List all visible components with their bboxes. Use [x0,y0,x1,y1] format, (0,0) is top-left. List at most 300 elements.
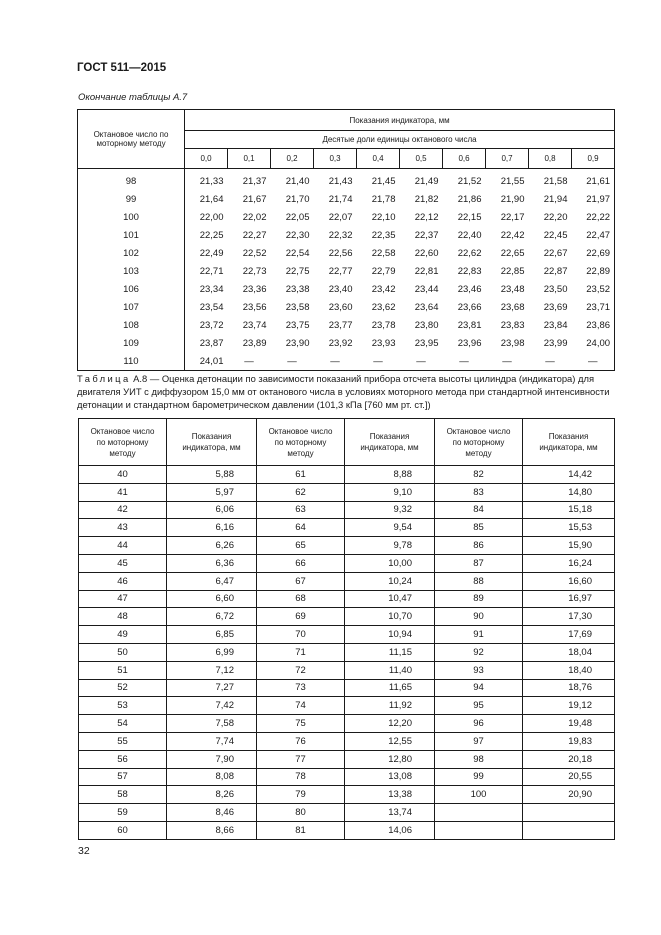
table-a7-row [78,352,615,371]
table-a7-value-cell: 22,07 [328,211,353,223]
table-a7-value-cell: 22,40 [457,229,482,241]
table-a7-column-header: 0,2 [271,149,314,169]
table-a7-value-cell: — [486,352,529,371]
table-a7-octane-cell: 103 [78,262,185,280]
table-a8-octane-cell: 94 [435,679,523,697]
table-a7-value-cell: 21,90 [500,193,525,205]
table-a8-value-cell: 13,74 [345,804,435,822]
table-a7-value-cell: 23,83 [500,319,525,331]
table-a8-value-cell: 11,40 [345,661,435,679]
table-a7-row [78,316,615,334]
table-a8-octane-cell: 53 [79,697,167,715]
table-a8-value-cell: 8,46 [167,804,257,822]
table-a7-value-cell: 22,89 [572,262,615,280]
table-a8-value-cell: 20,18 [523,750,615,768]
table-a8-column-header: Октановое число по моторному методу [435,419,523,466]
table-a7-value-cell: 21,67 [242,193,267,205]
table-a8-row [79,519,615,537]
table-a8-value-cell: 7,58 [167,715,257,733]
table-a8-value-cell: 8,88 [345,466,435,484]
table-a7-value-cell: 22,47 [572,226,615,244]
table-a7-value-cell: 22,05 [285,211,310,223]
table-a8-value-cell: 9,54 [345,519,435,537]
table-a7-value-cell: 23,40 [328,283,353,295]
table-a8-octane-cell: 66 [257,554,345,572]
table-a8-row [79,768,615,786]
table-a7-octane-cell: 107 [78,298,185,316]
table-a7-value-cell: 22,45 [543,229,568,241]
table-a7-value-cell: 23,74 [242,319,267,331]
table-a7-value-cell: 22,49 [185,244,228,262]
table-a8-value-cell: 6,06 [167,501,257,519]
table-a7-value-cell: 22,65 [500,247,525,259]
table-a8-caption-text: А.8 — Оценка детонации по зависимости показаний прибора отсчета высоты цилиндра (индикатора) для двигателя УИТ с диффузором 15,0 мм от октанового числа в условиях моторного метода при стандартной интенсивности детонации и стандартном барометрическом давлении (101,3 кПа [760 мм рт. ст.]) [77,373,610,410]
table-a8-octane-cell [435,804,523,822]
table-a7-value-cell: 22,77 [328,265,353,277]
table-a7-value-cell: 24,00 [572,334,615,352]
table-a7-value-cell: 22,00 [185,208,228,226]
table-a7-value-cell: 23,48 [500,283,525,295]
table-a8-value-cell: 18,40 [523,661,615,679]
table-a7-row [78,262,615,280]
table-a7-value-cell: 23,80 [414,319,439,331]
table-a7-octane-cell: 100 [78,208,185,226]
table-a8-octane-cell: 72 [257,661,345,679]
table-a7-octane-cell: 102 [78,244,185,262]
table-a7-row [78,244,615,262]
table-a7-value-cell: 22,75 [285,265,310,277]
table-a8-octane-cell: 48 [79,608,167,626]
table-a8-octane-cell: 71 [257,643,345,661]
table-a7-value-cell: 23,54 [185,298,228,316]
table-a7-value-cell: 23,60 [328,301,353,313]
table-a7-continuation-title: Окончание таблицы А.7 [78,92,188,103]
table-a7-value-cell: 22,81 [414,265,439,277]
table-a8-value-cell: 6,99 [167,643,257,661]
table-a8-value-cell: 7,74 [167,732,257,750]
table-a8-octane-cell: 64 [257,519,345,537]
table-a8-value-cell: 7,12 [167,661,257,679]
table-a8-octane-cell [435,821,523,839]
table-a8-value-cell: 15,90 [523,537,615,555]
table-a7-value-cell: 22,83 [457,265,482,277]
table-a8-octane-cell: 63 [257,501,345,519]
table-a8-octane-cell: 51 [79,661,167,679]
table-a8-row [79,715,615,733]
table-a8-octane-cell: 99 [435,768,523,786]
table-a7-value-cell: 23,92 [328,337,353,349]
table-a7-value-cell: — [400,352,443,371]
table-a7-row [78,190,615,208]
table-a8-value-cell: 8,66 [167,821,257,839]
table-a7-value-cell: 22,58 [371,247,396,259]
table-a8-octane-cell: 81 [257,821,345,839]
table-a7-value-cell: — [314,352,357,371]
table-a8-value-cell: 5,88 [167,466,257,484]
table-a7-row [78,226,615,244]
table-a8-value-cell [523,804,615,822]
table-a7-octane-cell: 98 [78,169,185,191]
table-a7-value-cell: — [357,352,400,371]
table-a8-octane-cell: 89 [435,590,523,608]
table-a8-octane-cell: 87 [435,554,523,572]
table-a7-value-cell: 23,46 [457,283,482,295]
table-a7-value-cell: 21,82 [414,193,439,205]
table-a7-octane-cell: 108 [78,316,185,334]
table-a7-value-cell: 22,10 [371,211,396,223]
table-a8-value-cell: 8,08 [167,768,257,786]
table-a8-row [79,626,615,644]
table-a8-column-header: Октановое число по моторному методу [79,419,167,466]
table-a8-value-cell: 18,04 [523,643,615,661]
table-a8-octane-cell: 46 [79,572,167,590]
table-a7-row [78,169,615,191]
table-a8-value-cell: 17,69 [523,626,615,644]
table-a7-value-cell: 23,72 [185,316,228,334]
table-a8-row [79,554,615,572]
table-a8-value-cell: 6,26 [167,537,257,555]
table-a8-octane-cell: 78 [257,768,345,786]
table-a8-value-cell: 19,48 [523,715,615,733]
table-a7-column-header: 0,3 [314,149,357,169]
table-a8-octane-cell: 62 [257,483,345,501]
table-a8-row [79,679,615,697]
table-a7-value-cell: 24,01 [185,352,228,371]
table-a7-value-cell: 23,52 [572,280,615,298]
table-a8-octane-cell: 69 [257,608,345,626]
table-a8-value-cell: 10,24 [345,572,435,590]
table-a8-octane-cell: 82 [435,466,523,484]
table-a7-value-cell: 22,22 [572,208,615,226]
table-a7-octane-cell: 101 [78,226,185,244]
table-a8-value-cell: 16,97 [523,590,615,608]
table-a8-value-cell: 19,83 [523,732,615,750]
table-a8-value-cell: 13,38 [345,786,435,804]
table-a8-octane-cell: 55 [79,732,167,750]
table-a8-value-cell: 13,08 [345,768,435,786]
table-a8 [78,418,615,840]
table-a8-column-header: Показания индикатора, мм [523,419,615,466]
table-a8-octane-cell: 68 [257,590,345,608]
table-a8-value-cell: 12,80 [345,750,435,768]
table-a7-value-cell: 23,90 [285,337,310,349]
table-a7-value-cell: 22,73 [242,265,267,277]
table-a8-value-cell: 18,76 [523,679,615,697]
table-a8-value-cell: 11,65 [345,679,435,697]
table-a7-value-cell: 21,94 [543,193,568,205]
table-a8-octane-cell: 80 [257,804,345,822]
table-a8-row [79,643,615,661]
table-a8-value-cell: 6,16 [167,519,257,537]
table-a7-value-cell: 23,98 [500,337,525,349]
table-a8-value-cell: 10,47 [345,590,435,608]
table-a7-sub-header: Десятые доли единицы октанового числа [185,131,615,149]
table-a8-octane-cell: 95 [435,697,523,715]
table-a8-octane-cell: 42 [79,501,167,519]
document-standard-id: ГОСТ 511—2015 [77,62,167,74]
table-a7-octane-cell: 106 [78,280,185,298]
table-a8-octane-cell: 52 [79,679,167,697]
table-a8-column-header: Показания индикатора, мм [345,419,435,466]
table-a7-value-cell: 23,64 [414,301,439,313]
table-a8-octane-cell: 59 [79,804,167,822]
table-a7-value-cell: 21,37 [242,176,267,187]
table-a7-row [78,280,615,298]
table-a7-column-header: 0,1 [228,149,271,169]
table-a8-value-cell: 20,55 [523,768,615,786]
table-a8-octane-cell: 85 [435,519,523,537]
table-a7-value-cell: 22,85 [500,265,525,277]
table-a8-octane-cell: 49 [79,626,167,644]
table-a8-value-cell: 9,32 [345,501,435,519]
table-a8-octane-cell: 96 [435,715,523,733]
table-a8-column-header: Показания индикатора, мм [167,419,257,466]
table-a8-value-cell: 6,36 [167,554,257,572]
table-a8-row [79,821,615,839]
table-a7-value-cell: 23,78 [371,319,396,331]
table-a7-value-cell: 22,67 [543,247,568,259]
table-a8-octane-cell: 77 [257,750,345,768]
table-a7-value-cell: 22,56 [328,247,353,259]
table-a8-octane-cell: 70 [257,626,345,644]
table-a8-octane-cell: 86 [435,537,523,555]
table-a7-column-header: 0,5 [400,149,443,169]
table-a7-value-cell: 23,95 [414,337,439,349]
table-a8-octane-cell: 67 [257,572,345,590]
table-a7-value-cell: 21,61 [572,169,615,191]
table-a7-group-header: Показания индикатора, мм [185,110,615,131]
table-a8-value-cell: 7,27 [167,679,257,697]
table-a8-row [79,804,615,822]
table-a8-octane-cell: 61 [257,466,345,484]
table-a7-value-cell: 22,32 [328,229,353,241]
table-a8-octane-cell: 83 [435,483,523,501]
table-a8-octane-cell: 98 [435,750,523,768]
table-a7-column-header: 0,0 [185,149,228,169]
table-a8-value-cell: 12,20 [345,715,435,733]
table-a8-octane-cell: 43 [79,519,167,537]
table-a8-octane-cell: 60 [79,821,167,839]
table-a8-octane-cell: 92 [435,643,523,661]
table-a7-column-header: 0,8 [529,149,572,169]
table-a7-value-cell: — [572,352,615,371]
table-a8-value-cell: 10,00 [345,554,435,572]
table-a7-value-cell: 22,54 [285,247,310,259]
table-a7-value-cell: 21,49 [414,176,439,187]
table-a8-octane-cell: 54 [79,715,167,733]
table-a7-value-cell: 21,52 [457,176,482,187]
table-a8-octane-cell: 73 [257,679,345,697]
table-a7-value-cell: 23,56 [242,301,267,313]
table-a8-octane-cell: 91 [435,626,523,644]
table-a7-value-cell: 23,77 [328,319,353,331]
table-a7-value-cell: 21,43 [328,176,353,187]
table-a7-value-cell: 23,58 [285,301,310,313]
table-a7-value-cell: 21,78 [371,193,396,205]
table-a8-row [79,732,615,750]
table-a7-value-cell: 23,87 [185,334,228,352]
table-a7-value-cell: 22,69 [572,244,615,262]
table-a7-value-cell: 23,81 [457,319,482,331]
table-a7-value-cell: 22,15 [457,211,482,223]
table-a8-value-cell: 9,78 [345,537,435,555]
table-a7-value-cell: 22,35 [371,229,396,241]
table-a7-value-cell: 23,34 [185,280,228,298]
table-a7-value-cell: 23,36 [242,283,267,295]
table-a8-octane-cell: 44 [79,537,167,555]
table-a7-value-cell: 22,42 [500,229,525,241]
table-a8-value-cell: 11,92 [345,697,435,715]
table-a8-value-cell: 16,24 [523,554,615,572]
table-a7 [77,109,615,371]
table-a7-octane-cell: 109 [78,334,185,352]
table-a7-value-cell: 22,17 [500,211,525,223]
table-a8-octane-cell: 65 [257,537,345,555]
table-a8-value-cell: 8,26 [167,786,257,804]
table-a8-octane-cell: 41 [79,483,167,501]
table-a7-value-cell: 22,71 [185,262,228,280]
table-a8-octane-cell: 100 [435,786,523,804]
table-a7-value-cell: 22,12 [414,211,439,223]
table-a8-value-cell: 15,18 [523,501,615,519]
table-a7-value-cell: 22,30 [285,229,310,241]
table-a8-value-cell: 7,90 [167,750,257,768]
table-a7-value-cell: 22,37 [414,229,439,241]
table-a8-value-cell: 20,90 [523,786,615,804]
table-a7-value-cell: 23,71 [572,298,615,316]
table-a8-octane-cell: 45 [79,554,167,572]
page-number: 32 [78,845,90,857]
table-a7-value-cell: 22,60 [414,247,439,259]
table-a8-octane-cell: 40 [79,466,167,484]
table-a8-caption-label: Таблица [77,373,131,384]
table-a8-octane-cell: 76 [257,732,345,750]
table-a8-octane-cell: 88 [435,572,523,590]
table-a7-value-cell: 23,50 [543,283,568,295]
table-a8-octane-cell: 50 [79,643,167,661]
table-a7-value-cell: 21,97 [572,190,615,208]
table-a8-caption [77,372,614,411]
table-a7-column-header: 0,7 [486,149,529,169]
table-a7-row [78,208,615,226]
table-a8-octane-cell: 57 [79,768,167,786]
table-a7-value-cell: 22,02 [242,211,267,223]
table-a7-value-cell: 22,52 [242,247,267,259]
table-a7-value-cell: 23,42 [371,283,396,295]
table-a7-row [78,334,615,352]
table-a7-value-cell: — [443,352,486,371]
table-a7-value-cell: 23,66 [457,301,482,313]
table-a8-row [79,572,615,590]
table-a7-value-cell: 23,68 [500,301,525,313]
table-a8-value-cell: 19,12 [523,697,615,715]
table-a7-row-header: Октановое число по моторному методу [78,110,185,169]
table-a8-column-header: Октановое число по моторному методу [257,419,345,466]
table-a8-octane-cell: 56 [79,750,167,768]
table-a7-value-cell: 22,27 [242,229,267,241]
table-a8-octane-cell: 47 [79,590,167,608]
table-a7-column-header: 0,9 [572,149,615,169]
table-a7-value-cell: 22,25 [185,226,228,244]
table-a8-value-cell: 16,60 [523,572,615,590]
table-a8-octane-cell: 75 [257,715,345,733]
table-a8-value-cell: 6,60 [167,590,257,608]
table-a8-octane-cell: 58 [79,786,167,804]
table-a7-value-cell: — [228,352,271,371]
table-a8-value-cell: 15,53 [523,519,615,537]
table-a8-row [79,537,615,555]
table-a8-value-cell [523,821,615,839]
table-a7-value-cell: 23,93 [371,337,396,349]
table-a7-value-cell: — [271,352,314,371]
table-a8-value-cell: 11,15 [345,643,435,661]
table-a7-value-cell: 23,62 [371,301,396,313]
table-a7-value-cell: 23,84 [543,319,568,331]
table-a7-value-cell: 23,69 [543,301,568,313]
table-a8-value-cell: 6,85 [167,626,257,644]
table-a7-value-cell: 23,89 [242,337,267,349]
table-a7-value-cell: 23,86 [572,316,615,334]
table-a8-row [79,697,615,715]
table-a7-value-cell: 21,64 [185,190,228,208]
table-a8-value-cell: 14,80 [523,483,615,501]
table-a8-octane-cell: 84 [435,501,523,519]
table-a8-row [79,590,615,608]
table-a7-value-cell: 21,70 [285,193,310,205]
table-a8-octane-cell: 74 [257,697,345,715]
table-a7-value-cell: 23,44 [414,283,439,295]
table-a8-octane-cell: 93 [435,661,523,679]
table-a7-octane-cell: 99 [78,190,185,208]
table-a8-value-cell: 14,06 [345,821,435,839]
table-a8-row [79,501,615,519]
table-a7-value-cell: 22,79 [371,265,396,277]
table-a7-value-cell: 21,33 [185,169,228,191]
table-a7-value-cell: 21,45 [371,176,396,187]
table-a7-value-cell: 22,62 [457,247,482,259]
table-a8-row [79,786,615,804]
table-a7-value-cell: 21,74 [328,193,353,205]
table-a8-value-cell: 5,97 [167,483,257,501]
table-a8-row [79,661,615,679]
table-a7-octane-cell: 110 [78,352,185,371]
table-a8-value-cell: 12,55 [345,732,435,750]
table-a7-value-cell: 23,96 [457,337,482,349]
table-a8-octane-cell: 79 [257,786,345,804]
table-a8-row [79,750,615,768]
table-a7-value-cell: 21,86 [457,193,482,205]
table-a8-value-cell: 10,94 [345,626,435,644]
table-a7-value-cell: 21,40 [285,176,310,187]
table-a7-value-cell: 22,20 [543,211,568,223]
table-a8-value-cell: 9,10 [345,483,435,501]
table-a8-value-cell: 14,42 [523,466,615,484]
table-a8-value-cell: 6,72 [167,608,257,626]
table-a8-row [79,608,615,626]
table-a7-value-cell: 23,38 [285,283,310,295]
table-a7-column-header: 0,4 [357,149,400,169]
table-a7-column-header: 0,6 [443,149,486,169]
table-a8-value-cell: 7,42 [167,697,257,715]
table-a7-value-cell: 22,87 [543,265,568,277]
table-a8-row [79,466,615,484]
table-a7-value-cell: 21,55 [500,176,525,187]
table-a7-value-cell: — [529,352,572,371]
table-a8-octane-cell: 90 [435,608,523,626]
table-a8-octane-cell: 97 [435,732,523,750]
table-a7-value-cell: 23,99 [543,337,568,349]
table-a8-value-cell: 6,47 [167,572,257,590]
